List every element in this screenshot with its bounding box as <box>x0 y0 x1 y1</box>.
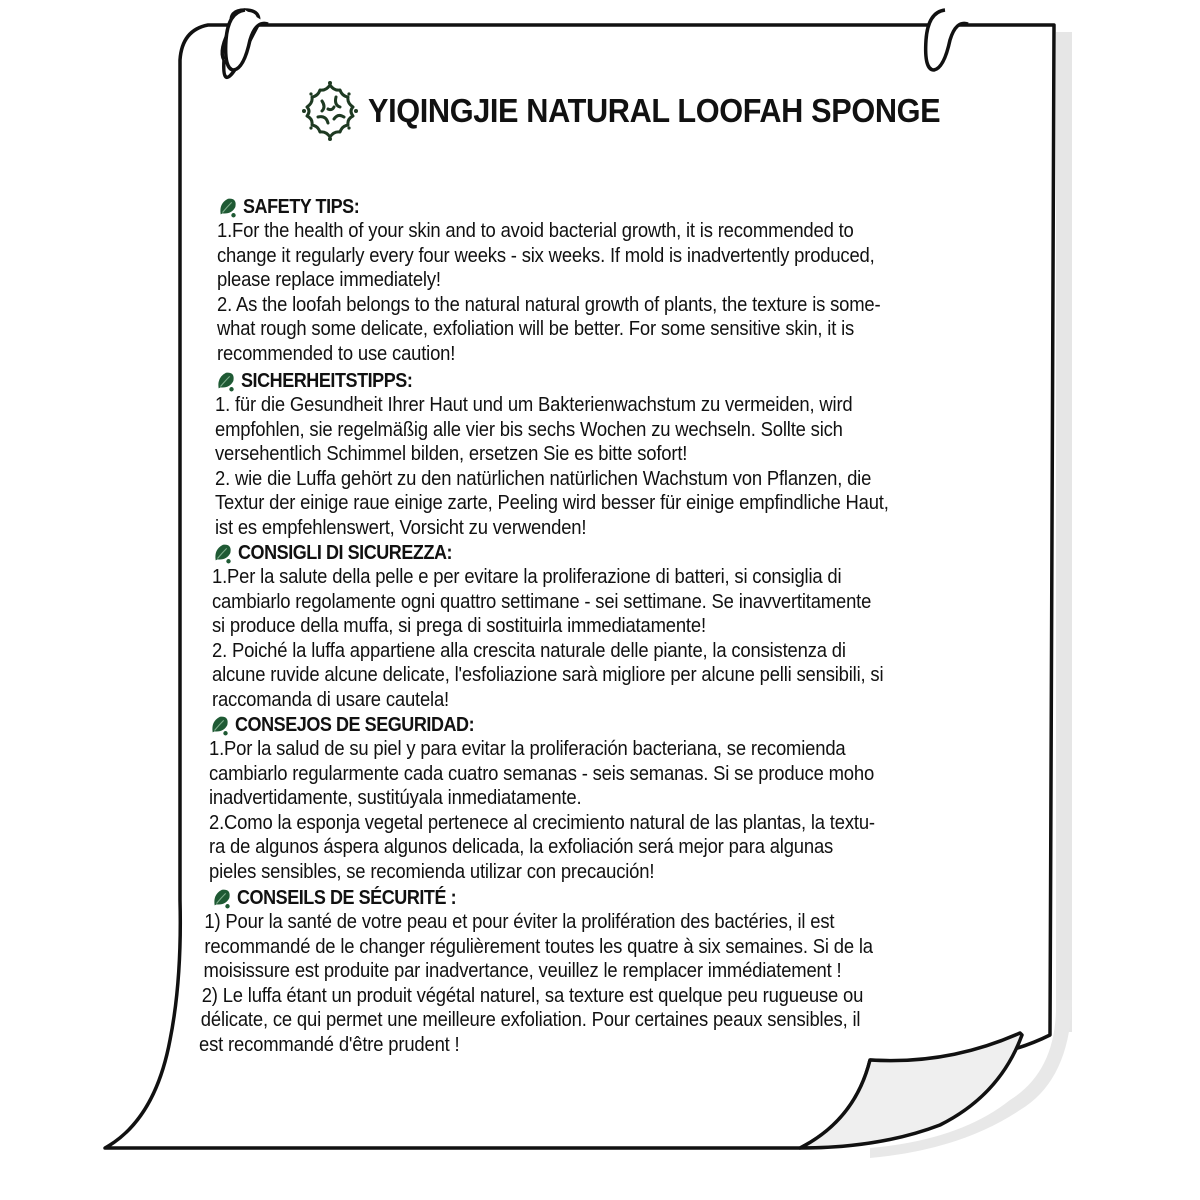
section-french <box>199 886 948 1057</box>
section-heading-text: CONSIGLI DI SICUREZZA: <box>238 542 453 564</box>
text-line: cambiarlo regularmente cada cuatro semanas - seis semanas. Si se produce moho <box>209 761 875 785</box>
text-line: 2. Poiché la luffa appartiene alla crescita naturale delle piante, la consistenza di <box>212 638 846 662</box>
text-line: 2. wie die Luffa gehört zu den natürlichen natürlichen Wachstum von Pflanzen, die <box>215 466 872 490</box>
leaf-icon <box>217 196 239 218</box>
text-line: Textur der einige raue einige zarte, Peeling wird besser für einige empfindliche Haut, <box>215 491 889 514</box>
text-line: change it regularly every four weeks - six weeks. If mold is inadvertently produced, <box>217 243 875 267</box>
text-line: 2) Le luffa étant un produit végétal naturel, sa texture est quelque peu rugueuse ou <box>201 983 864 1007</box>
text-line: est recommandé d'être prudent ! <box>199 1032 460 1056</box>
text-line: 2. As the loofah belongs to the natural natural growth of plants, the texture is some- <box>217 292 881 316</box>
text-line: 2.Como la esponja vegetal pertenece al crecimiento natural de las plantas, la textu- <box>209 810 875 834</box>
text-line: 1.For the health of your skin and to avoid bacterial growth, it is recommended to <box>217 219 854 242</box>
text-line: versehentlich Schimmel bilden, ersetzen Sie es bitte sofort! <box>215 442 688 465</box>
section-spanish <box>209 713 949 884</box>
text-line: délicate, ce qui permet une meilleure exfoliation. Pour certaines peaux sensibles, il <box>200 1008 861 1031</box>
text-line: what rough some delicate, exfoliation will be better. For some sensitive skin, it is <box>217 317 855 340</box>
section-heading-text: SICHERHEITSTIPPS: <box>241 370 413 392</box>
document-header <box>298 76 983 146</box>
leaf-icon <box>215 370 237 392</box>
leaf-icon <box>211 887 233 909</box>
text-line: ist es empfehlenswert, Vorsicht zu verwenden! <box>215 515 587 539</box>
paper-right-shadow <box>1056 32 1072 1032</box>
text-line: moisissure est produite par inadvertance, veuillez le remplacer immédiatement ! <box>203 959 842 982</box>
section-english <box>217 195 954 366</box>
section-heading-text: SAFETY TIPS: <box>243 196 360 218</box>
text-line: 1) Pour la santé de votre peau et pour éviter la prolifération des bactéries, il est <box>204 910 835 933</box>
text-line: si produce della muffa, si prega di sostituirla immediatamente! <box>212 614 706 637</box>
section-german <box>215 369 964 540</box>
section-heading <box>217 195 954 219</box>
document-title: YIQINGJIE NATURAL LOOFAH SPONGE <box>368 92 941 129</box>
section-heading <box>211 886 948 910</box>
text-line: pieles sensibles, se recomienda utilizar con precaución! <box>209 859 655 883</box>
text-line: cambiarlo regolamente ogni quattro settimane - sei settimane. Se inavvertitamente <box>212 589 872 613</box>
leaf-icon <box>209 714 231 736</box>
section-heading <box>212 541 958 565</box>
leaf-icon <box>212 542 234 564</box>
text-line: raccomanda di usare cautela! <box>212 687 450 711</box>
text-line: empfohlen, sie regelmäßig alle vier bis sechs Wochen zu wechseln. Sollte sich <box>215 417 843 441</box>
section-heading-text: CONSEJOS DE SEGURIDAD: <box>235 714 475 736</box>
text-line: 1. für die Gesundheit Ihrer Haut und um Bakterienwachstum zu vermeiden, wird <box>215 393 853 416</box>
section-heading <box>215 369 964 393</box>
text-line: recommandé de le changer régulièrement toutes les quatre à six semaines. Si de la <box>204 934 873 958</box>
section-heading-text: CONSEILS DE SÉCURITÉ : <box>237 887 457 909</box>
text-line: ra de algunos áspera algunos delicada, la exfoliación será mejor para algunas <box>209 835 834 858</box>
text-line: 1.Por la salud de su piel y para evitar la proliferación bacteriana, se recomienda <box>209 737 846 760</box>
text-line: recommended to use caution! <box>217 341 456 365</box>
text-line: alcune ruvide alcune delicate, l'esfoliazione sarà migliore per alcune pelli sensibili, si <box>212 663 884 686</box>
text-line: please replace immediately! <box>217 268 441 291</box>
section-italian <box>212 541 958 712</box>
section-heading <box>209 713 949 737</box>
text-line: 1.Per la salute della pelle e per evitare la proliferazione di batteri, si consiglia di <box>212 565 842 588</box>
loofah-flower-icon <box>298 79 362 143</box>
text-line: inadvertidamente, sustitúyala inmediatamente. <box>209 786 582 809</box>
